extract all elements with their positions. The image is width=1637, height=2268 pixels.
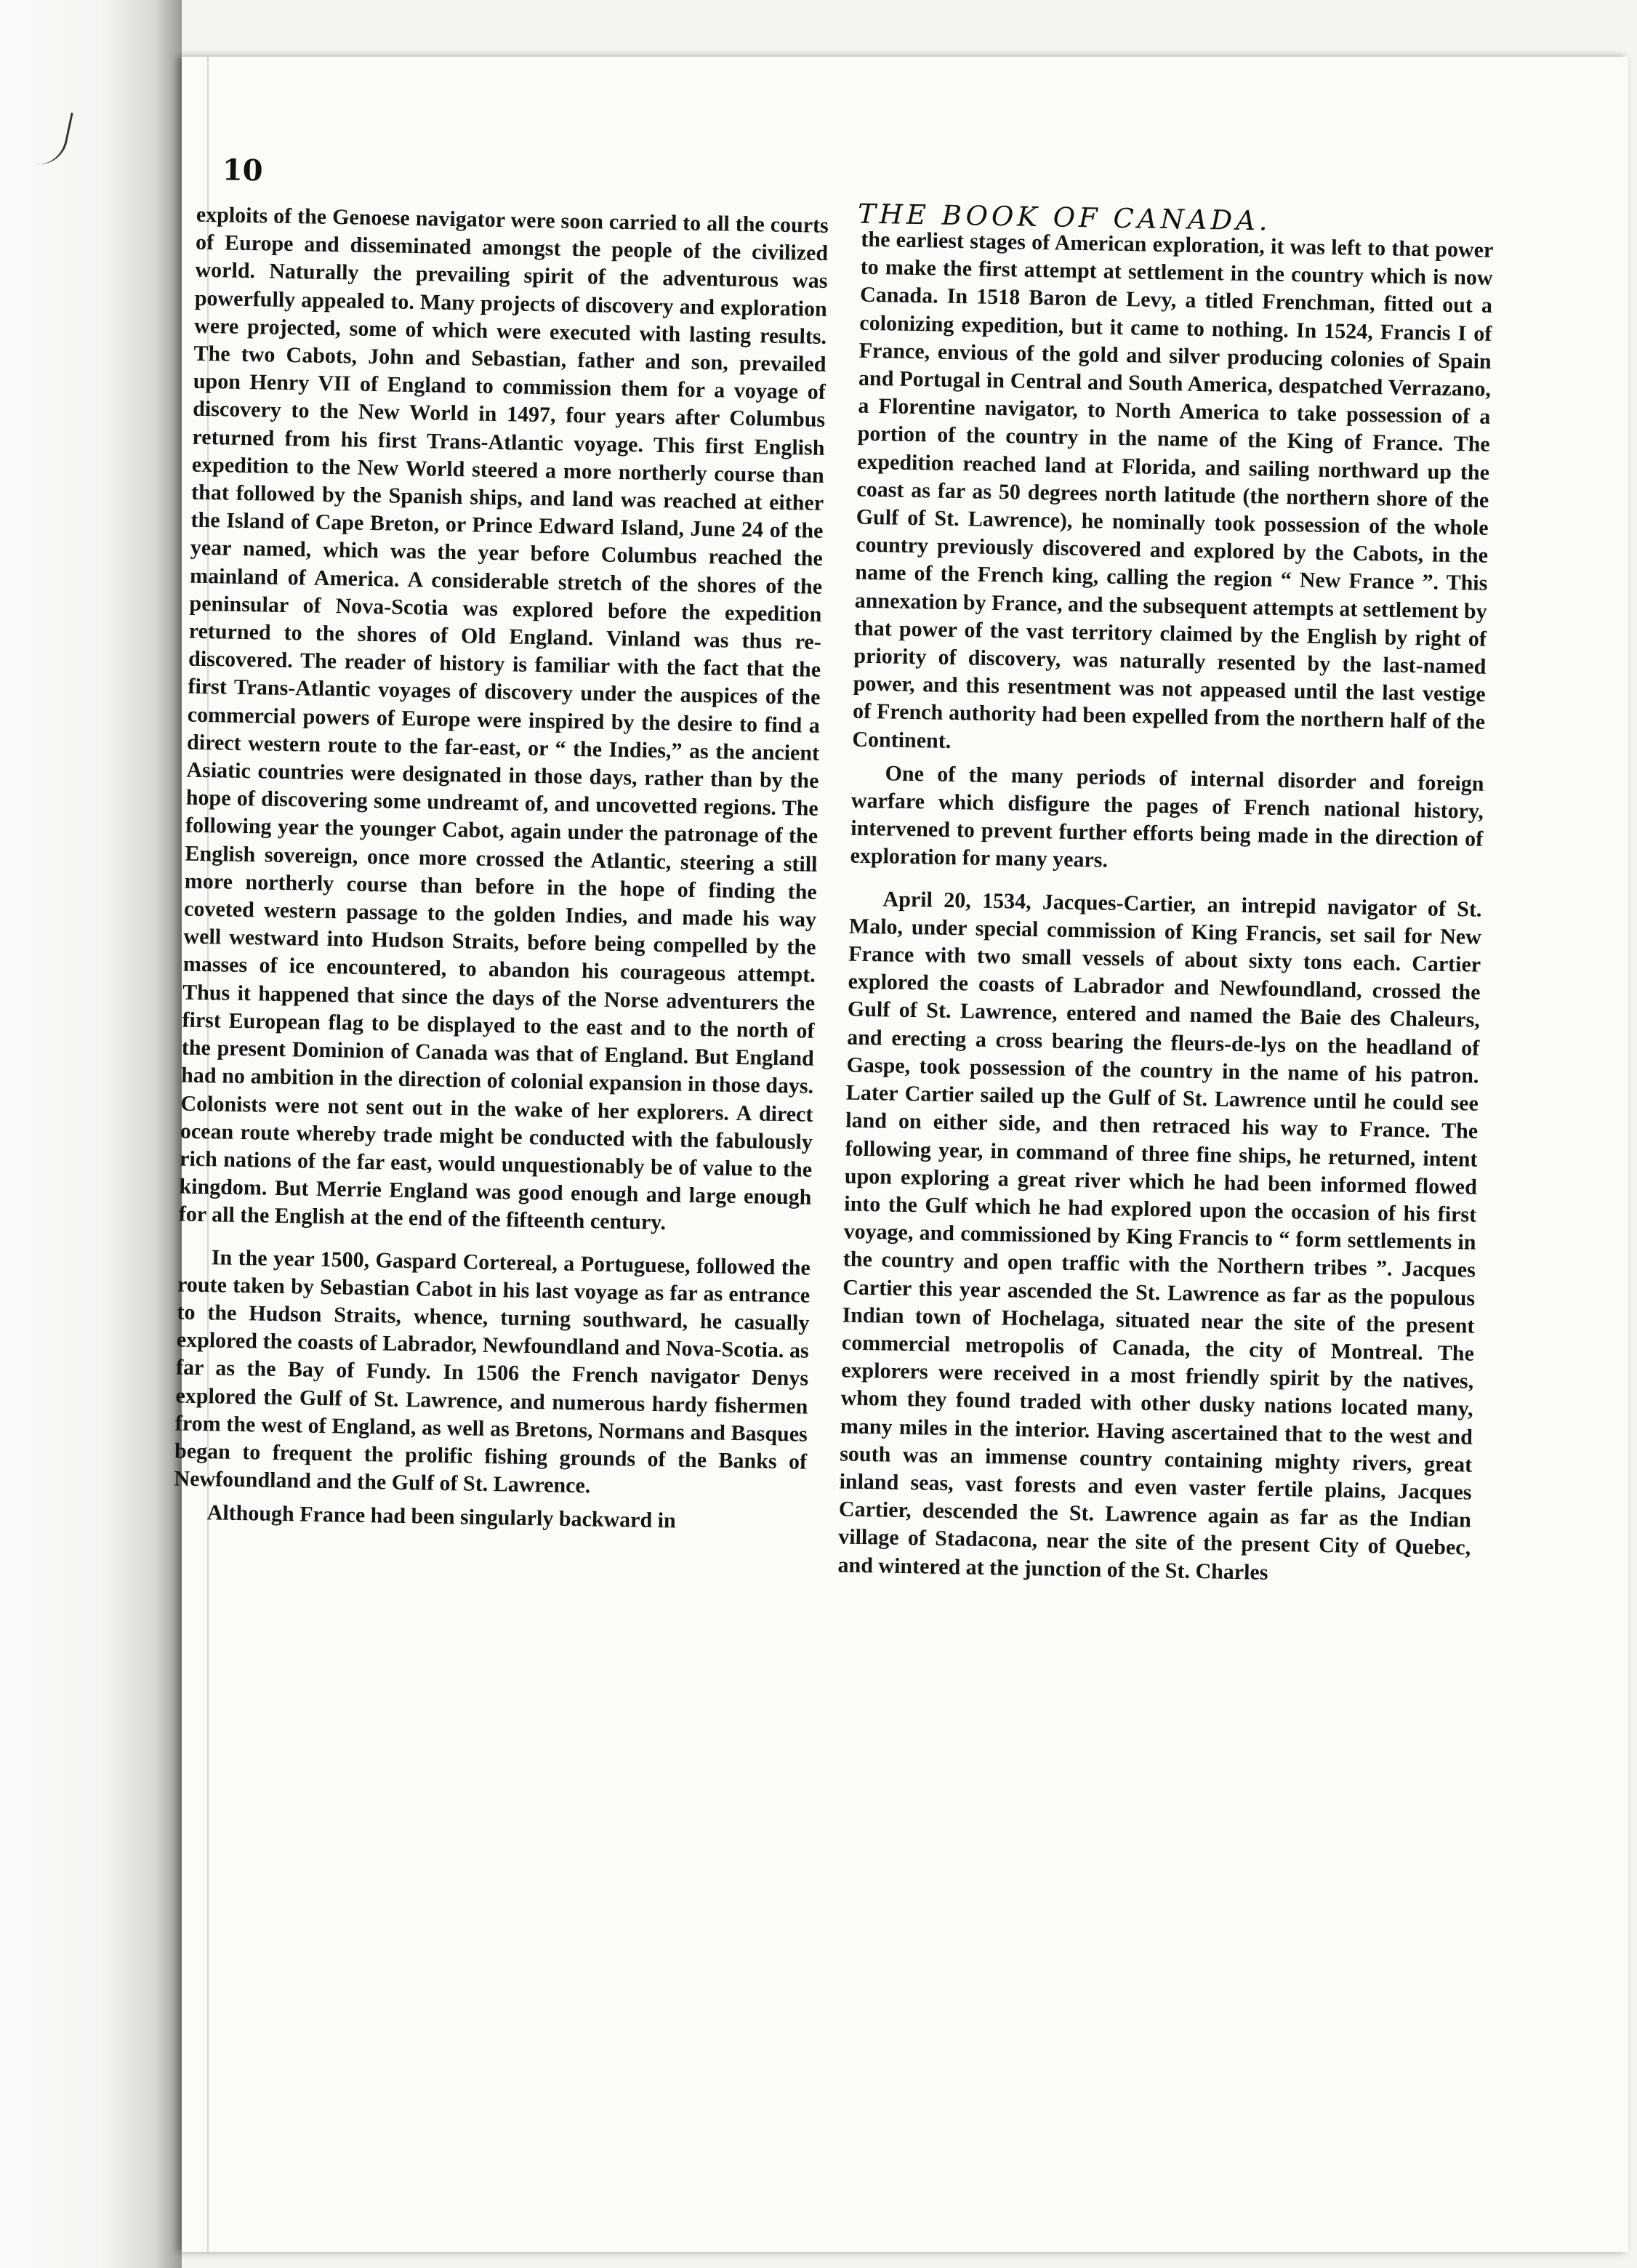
paragraph: Although France had been singularly backward in (206, 1500, 677, 1533)
paragraph: exploits of the Genoese navigator were soon carried to all the courts of Europe and disseminated amongst the people of the civilized world. Naturally the prevailing spirit of the adventurous was powerfully appealed to. Many projects of discovery and exploration were projected, some of which were executed with lasting results. The two Cabots, John and Sebastian, father and son, prevailed upon Henry VII of England to commission them for a voyage of discovery to the New World in 1497, four years after Columbus returned from his first Trans-Atlantic voyage. This first English expedition to the New World steered a more northerly course than that followed by the Spanish ships, and land was reached at either the Island of Cape Breton, or Prince Edward Island, June 24 of the year named, which was the year before Columbus reached the mainland of America. A considerable stretch of the shores of the peninsular of Nova-Scotia was explored before the expedition returned to the shores of Old England. Vinland was thus re-discovered. The reader of history is familiar with the fact that the first Trans-Atlantic voyages of discovery under the auspices of the commercial powers of Europe were inspired by the desire to find a direct western route to the far-east, or “ the Indies,” as the ancient Asiatic countries were designated in those days, rather than by the hope of discovering some undreamt of, and uncovetted regions. The following year the younger Cabot, again under the patronage of the English sovereign, once more crossed the Atlantic, steering a still more northerly course than before in the hope of finding the coveted western passage to the golden Indies, and made his way well westward into Hudson Straits, before being compelled by the masses of ice encountered, to abandon his courageous attempt. Thus it happened that since the days of the Norse adventurers the first European flag to be displayed to the east and to the north of the present Dominion of Canada was that of England. But England had no ambition in the direction of colonial expansion in those days. Colonists were not sent out in the wake of her explorers. A direct ocean route whereby trade might be conducted with the fabulously rich nations of the far east, would unquestionably be of value to the kingdom. But Merrie England was good enough and large enough for all the English at the end of the fifteenth century. (178, 202, 829, 1235)
running-head: THE BOOK OF CANADA. (857, 198, 1272, 237)
paragraph: the earliest stages of American exploration, it was left to that power to make the first attempt at settlement in the country which is now Canada. In 1518 Baron de Levy, a titled Frenchman, fitted out a colonizing expedition, but it came to nothing. In 1524, Francis I of France, envious of the gold and silver producing colonies of Spain and Portugal in Central and South America, despatched Verrazano, a Florentine navigator, to North America to take possession of a portion of the country in the name of the King of France. The expedition reached land at Florida, and sailing northward up the coast as far as 50 degrees north latitude (the northern shore of the Gulf of St. Lawrence), he nominally took possession of the whole country previously discovered and explored by the Cabots, in the name of the French king, calling the region “ New France ”. This annexation by France, and the subsequent attempts at settlement by that power of the vast territory claimed by the English by right of priority of discovery, was naturally resented by the last-named power, and this resentment was not appeased until the last vestige of French authority had been expelled from the northern half of the Continent. (852, 227, 1494, 753)
paragraph: In the year 1500, Gaspard Cortereal, a Portuguese, followed the route taken by Sebastian Cabot in his last voyage as far as entrance to the Hudson Straits, whence, turning southward, he casually explored the coasts of Labrador, Newfoundland and Nova-Scotia. as far as the Bay of Fundy. In 1506 the French navigator Denys explored the Gulf of St. Lawrence, and numerous hardy fishermen from the west of England, as well as Bretons, Normans and Basques began to frequent the prolific fishing grounds of the Banks of Newfoundland and the Gulf of St. Lawrence. (174, 1244, 811, 1498)
right-column (837, 226, 1493, 1591)
left-column (173, 201, 829, 1537)
paragraph: April 20, 1534, Jacques-Cartier, an intrepid navigator of St. Malo, under special commission of King Francis, set sail for New France with two small vessels of about sixty tons each. Cartier explored the coasts of Labrador and Newfoundland, crossed the Gulf of St. Lawrence, entered and named the Baie des Chaleurs, and erecting a cross bearing the fleurs-de-lys on the headland of Gaspe, took possession of the country in the name of his patron. Later Cartier sailed up the Gulf of St. Lawrence until he could see land on either side, and then retraced his way to France. The following year, in command of three fine ships, he returned, intent upon exploring a great river which he had been informed flowed into the Gulf which he had explored upon the occasion of his first voyage, and commissioned by King Francis to “ form settlements in the country and open traffic with the Northern tribes ”. Jacques Cartier this year ascended the St. Lawrence as far as the populous Indian town of Hochelaga, situated near the site of the present commercial metropolis of Canada, the city of Montreal. The explorers were received in a most friendly spirit by the natives, whom they found traded with other dusky nations located many, many miles in the interior. Having ascertained that to the west and south was an immense country containing mighty rivers, great inland seas, vast forests and even vaster fertile plains, Jacques Cartier, descended the St. Lawrence again as far as the Indian village of Stadacona, near the site of the present City of Quebec, and wintered at the junction of the St. Charles (837, 887, 1482, 1585)
page-number: 10 (222, 153, 264, 188)
paragraph: One of the many periods of internal disorder and foreign warfare which disfigure the pages of French national history, intervened to prevent further efforts being made in the direction of exploration for many years. (850, 761, 1484, 873)
